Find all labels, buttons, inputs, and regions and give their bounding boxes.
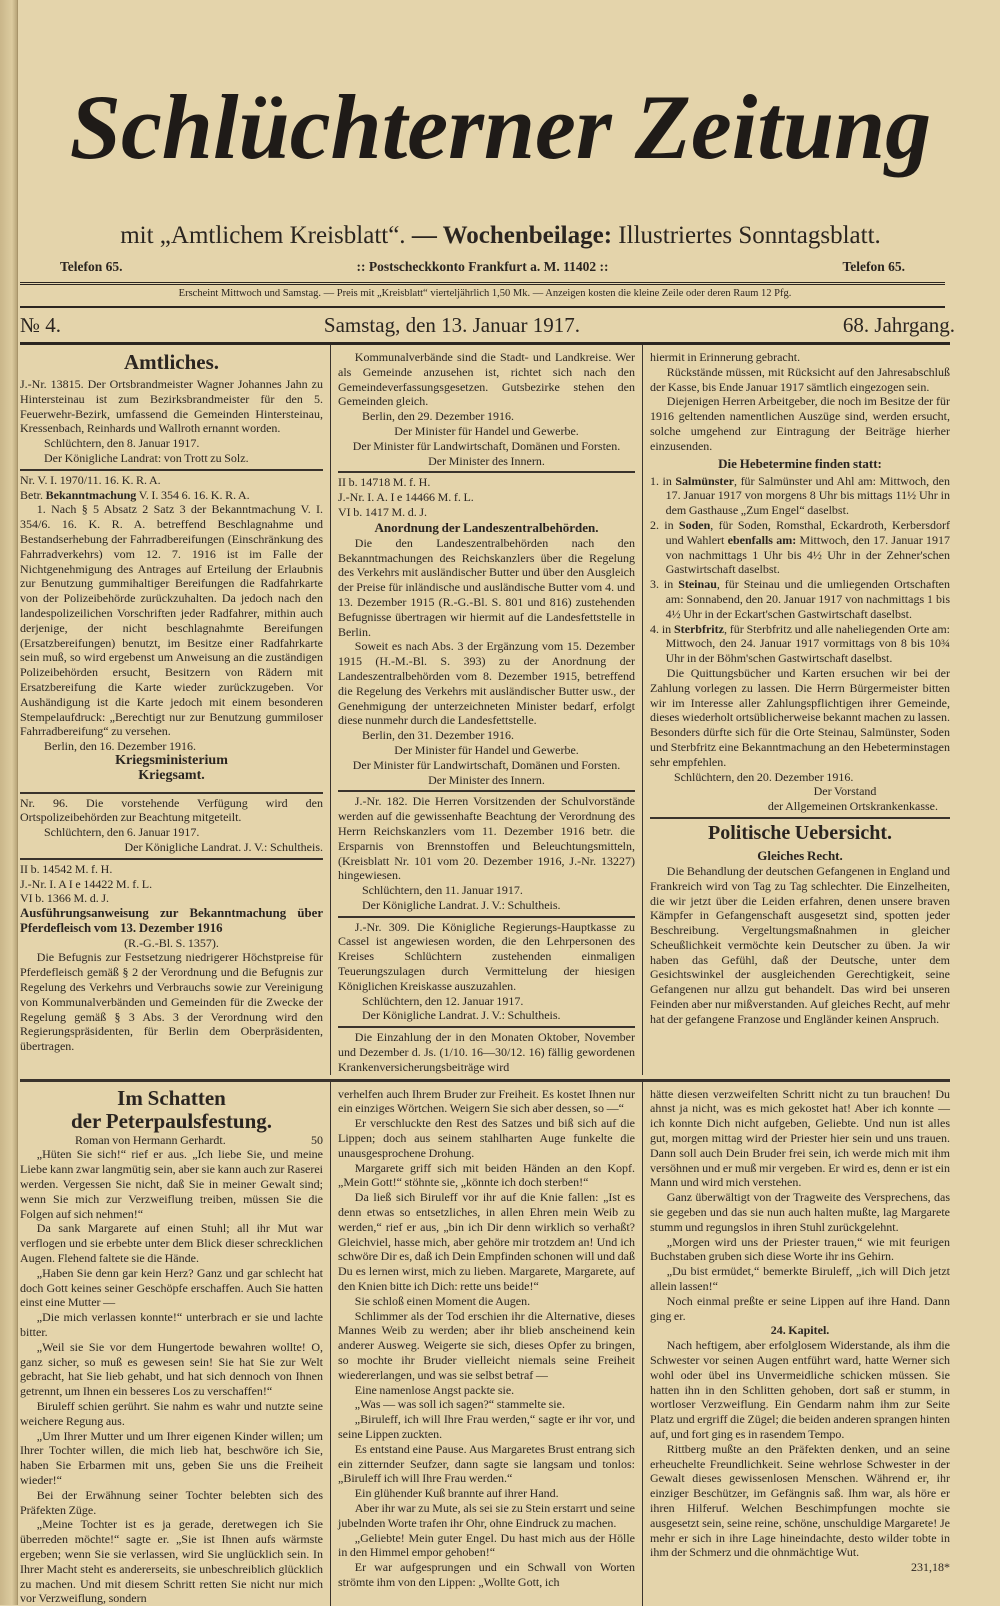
section-heading-amtliches: Amtliches. [123, 350, 220, 374]
notice-krankenkasse-text: Die Einzahlung der in den Monaten Oktober, November und Dezember d. Js. (1/10. 16—30/12. 16) fällig gewordenen Krankenversicherungsbeiträge wird [338, 1030, 635, 1074]
roman-paragraph: Eine namenlose Angst packte sie. [354, 1382, 515, 1397]
hebetermin-item [650, 474, 950, 518]
item-place: Soden [678, 517, 711, 532]
item-text: , für Salmünster und Ahl am: Mittwoch, den 17. Januar 1917 von morgens 8 Uhr bis mittags 11½ Uhr in dem Gasthause „Zum Engel“ daselbst. [665, 473, 950, 518]
notice-title: Anordnung der Landeszentralbehörden. [374, 519, 599, 535]
notice-place-date: Schlüchtern, den 8. Januar 1917. [44, 436, 200, 451]
roman-paragraph: Da ließ sich Biruleff vor ihr auf die Knie fallen: „Ist es denn etwas so entsetzliches, in allen Ehren mein Weib zu werden,“ rief er aus, „bin ich Dir denn wirklich so verhaßt? Gleichviel, hasse mich, aber gehöre mir trotzdem an! Und ich schwöre Dir es, daß ich Dein Empfinden schonen will und daß Du es lernen wirst, mich zu lieben. Margarete, Margarete, auf den Knien bitte ich Dich: rette uns beide!“ [338, 1190, 635, 1294]
roman-paragraph: Sie schloß einen Moment die Augen. [354, 1293, 531, 1308]
roman-code: 231,18* [911, 1560, 950, 1575]
notice-signature: Der Minister für Landwirtschaft, Domänen und Forsten. [352, 757, 621, 772]
roman-paragraph: „Die mich verlassen konnte!“ unterbrach er sie und lachte bitter. [20, 1310, 323, 1340]
item-emphasis: ebenfalls am: [727, 532, 797, 547]
roman-paragraph: Biruleff schien gerührt. Sie nahm es wahr und nutzte seine weichere Regung aus. [20, 1399, 323, 1428]
notice-butter [338, 475, 635, 787]
item-prefix: 4. in [650, 621, 674, 636]
notice-place-date: Schlüchtern, den 6. Januar 1917. [44, 825, 200, 840]
roman-paragraph: Ganz überwältigt von der Tragweite des Versprechens, das sie gegeben und das sie nun auch halten mußte, lag Margarete stumm und regungslos in ihren Stuhl zurückgelehnt. [650, 1190, 950, 1234]
feuilleton-section [20, 1082, 950, 1606]
divider [338, 790, 635, 792]
roman-paragraph: „Biruleff, ich will Ihre Frau werden,“ sagte er ihr vor, und seine Lippen zuckten. [338, 1412, 635, 1441]
newspaper-title: Schlüchterner Zeitung [69, 76, 932, 178]
item-place: Salmünster [675, 473, 735, 488]
notice-place-date: Berlin, den 16. Dezember 1916. [44, 739, 197, 754]
notice-text: Soweit es nach Abs. 3 der Ergänzung vom 15. Dezember 1915 (H.-M.-Bl. S. 393) zu der Anordnung der Landeszentralbehörden vom 8. Dezember 1915, betreffend die Regelung des Verkehrs mit ausländischer Butter usw., der Genehmigung der unterzeichneten Minister bedarf, erfolgt diese nunmehr durch die Landesfettstelle. [338, 639, 635, 728]
notice-reference: VI b. 1417 M. d. J. [338, 504, 428, 519]
roman-chapter-heading: 24. Kapitel. [770, 1323, 830, 1338]
notice-signature: Der Minister für Landwirtschaft, Domänen und Forsten. [352, 438, 621, 453]
roman-paragraph: „Geliebte! Mein guter Engel. Du hast mich aus der Hölle in den Himmel empor gehoben!“ [338, 1530, 635, 1560]
item-text: , für Soden, Romsthal, Eckardroth, Kerbersdorf und Wahlert [665, 517, 950, 547]
item-prefix: 1. in [650, 473, 676, 488]
hebetermin-item [650, 518, 950, 577]
roman-paragraph: Nach heftigem, aber erfolglosem Widerstande, als ihm die Schwester vor seinen Augen entführt ward, hatte Werner sich wohl oder übel ins Unvermeidliche schicken müssen. Sie hatten ihn in den Schlitten gehoben, dort saß er stumm, in wortloser Verzweiflung. Ein Gendarm nahm ihm zur Seite Platz und ergriff die Zügel; die beiden anderen sprangen hinten auf, und fort ging es in rasendem Tempo. [650, 1338, 950, 1441]
notice-text: 1. Nach § 5 Absatz 2 Satz 3 der Bekanntmachung V. I. 354/6. 16. K. R. A. betreffend Beschlagnahme und Bestandserhebung der Fahrradbereifungen (Einschränkung des Fahrradverkehrs) vom 12. 7. 1916 ist im Falle der Nichtgenehmigung des Antrages auf Erteilung der Erlaubnis zur Benutzung gummihaltiger Bereifungen die Radfahrkarte von der Polizeibehörde zurückzuhalten. Da jedoch nach den landespolizeilichen Vorschriften jeder Radfahrer, mithin auch derjenige, der nicht beschlagnahmte Bereifungen (Ersatzbereifungen) benutzt, im Besitze einer Radfahrkarte sein muß, so wird ergebenst um Anweisung an die zuständigen Polizeibehörden ersucht, Besitzern von Rädern mit Ersatzbereifung die Karte wieder zurückzugeben. Vor Aushändigung ist die Karte jedoch mit einem besonderen Stempelaufdruck: „Berechtigt nur zur Benutzung gummiloser Fahrradbereifung“ zu versehen. [20, 502, 323, 739]
notice-place-date: Schlüchtern, den 20. Dezember 1916. [674, 769, 854, 784]
subtitle-wochenbeilage: — Wochenbeilage: [405, 222, 619, 249]
notice-signature: Der Minister für Handel und Gewerbe. [394, 742, 579, 757]
betreff-title: Bekanntmachung [45, 487, 137, 502]
notice-signature: Der Minister des Innern. [428, 772, 545, 787]
notice-reference: J.-Nr. I. A I e 14422 M. f. L. [20, 876, 153, 891]
roman-paragraph: „Du bist ermüdet,“ bemerkte Biruleff, „ich will Dich jetzt allein lassen!“ [650, 1264, 950, 1294]
item-text: Mittwoch, den 17. Januar 1917 von nachmittags 1 Uhr bis 4½ Uhr in der Zehner'schen Gastwirtschaft daselbst. [665, 532, 951, 577]
divider [338, 1026, 635, 1028]
publication-info: Erscheint Mittwoch und Samstag. — Preis mit „Kreisblatt“ vierteljährlich 1,50 Mk. — Anzeigen kosten die kleine Zeile oder deren Raum 12 Pfg. [178, 288, 792, 299]
hebetermine-heading: Die Hebetermine finden statt: [718, 455, 882, 471]
notice-text: J.-Nr. 182. Die Herren Vorsitzenden der Schulvorstände werden auf die gewissenhafte Beachtung der Verordnung des Herrn Reichskanzlers vom 11. Dezember 1916 betr. die Ersparnis von Brennstoffen und Beleuchtungsmitteln, (Kreisblatt Nr. 101 vom 20. Dezember 1916, J.-Nr. 13227) hingewiesen. [338, 794, 635, 883]
item-text: , für Steinau und die umliegenden Ortschaften am: Sonnabend, den 20. Januar 1917 von nachmittags 1 bis 4½ Uhr in der Eckart'schen Gastwirtschaft daselbst. [665, 577, 950, 621]
roman-paragraph: „Haben Sie denn gar kein Herz? Ganz und gar schlecht hat doch Gott keines seiner Geschöpfe erschaffen. Auch Sie hatten einst eine Mutter — [20, 1265, 323, 1310]
roman-author: Roman von Hermann Gerhardt. [75, 1132, 226, 1147]
notice-signature: Kriegsministerium [115, 752, 228, 768]
official-section [20, 345, 950, 1075]
notice-text: hiermit in Erinnerung gebracht. [650, 350, 801, 364]
notice-place-date: Schlüchtern, den 11. Januar 1917. [362, 883, 523, 898]
roman-paragraph: hätte diesen verzweifelten Schritt nicht zu tun brauchen! Du ahnst ja nicht, was es mich gekostet hat! Aber ich konnte — ich konnte Dich nicht aufgeben, Geliebte. Und nun ist alles gut, morgen mittag wird der Priester hier sein und uns trauen. Dann soll auch Dein Bruder frei sein, ich werde mich mit ihm versöhnen und er muß mir vergeben. Er wird es, denn er ist ein Mann und wird mich verstehen. [650, 1086, 950, 1190]
divider [20, 792, 323, 794]
notice-betreff [20, 488, 323, 503]
notice-text: J.-Nr. 309. Die Königliche Regierungs-Hauptkasse zu Cassel ist angewiesen worden, die den Lehrpersonen des Kreises Schlüchtern zustehenden einmaligen Teuerungszulagen durch Vermittelung der hiesigen Königlichen Kreiskasse auszuzahlen. [338, 919, 635, 993]
issue-date: Samstag, den 13. Januar 1917. [323, 313, 580, 337]
page-content [20, 342, 950, 1606]
betreff-reference: V. I. 354 6. 16. K. R. A. [136, 487, 250, 502]
roman-paragraph: „Meine Tochter ist es ja gerade, deretwegen ich Sie überreden möchte!“ sagte er. „Sie ist Ihnen aufs wärmste ergeben; wenn Sie sie verlassen, wird Sie unglücklich sein. In Ihrer Macht steht es andererseits, sie unbeschreiblich glücklich zu machen. Und mit diesem Schritt retten Sie nicht nur mich vor Verzweiflung, sondern [20, 1517, 323, 1606]
notice-signature: Der Königliche Landrat. J. V.: Schultheis. [124, 839, 323, 854]
notice-text: Rückstände müssen, mit Rücksicht auf den Jahresabschluß der Kasse, bis Ende Januar 1917 sämtlich eingezogen sein. [650, 364, 950, 394]
masthead-subtitle [28, 220, 973, 252]
notice-signature: Der Königliche Landrat: von Trott zu Solz. [44, 450, 249, 465]
roman-paragraph: „Weil sie Sie vor dem Hungertode bewahren wollte! O, ganz sicher, so muß es gewesen sein! Sie hat Sie zur Welt gebracht, hat Sie lieb gehabt, und hat sich dennoch von Ihnen getrennt, um Ihnen ein besseres Los zu verschaffen!“ [20, 1339, 323, 1399]
subtitle-sonntagsblatt: Illustriertes Sonntagsblatt. [618, 222, 881, 249]
notice-place-date: Schlüchtern, den 12. Januar 1917. [362, 993, 524, 1008]
notice-signature: der Allgemeinen Ortskrankenkasse. [767, 799, 938, 814]
notice-brandmeister [20, 377, 323, 466]
hebetermin-item [650, 577, 950, 621]
notice-reference: II b. 14542 M. f. H. [20, 861, 113, 876]
notice-fahrrad [20, 473, 323, 784]
notice-place-date: Berlin, den 31. Dezember 1916. [362, 728, 515, 743]
notice-text: Kommunalverbände sind die Stadt- und Landkreise. Wer als Gemeinde anzusehen ist, richtet sich nach den Gemeindeverfassungsgesetzen. Gutsbezirke stehen den Gemeinden gleich. [338, 350, 635, 409]
roman-paragraph: Er war aufgesprungen und ein Schwall von Worten strömte ihm von den Lippen: „Wollte Gott, ich [338, 1560, 635, 1589]
item-prefix: 2. in [650, 517, 679, 532]
divider [338, 916, 635, 918]
divider [20, 469, 323, 471]
roman-column-3 [642, 1082, 950, 1606]
jahrgang: 68. Jahrgang. [842, 313, 955, 337]
roman-paragraph: Ein glühender Kuß brannte auf ihrer Hand. [354, 1486, 559, 1501]
divider [20, 282, 945, 285]
subtitle-kreisblatt: mit „Amtlichem Kreisblatt“. [120, 222, 406, 249]
roman-paragraph: „Um Ihrer Mutter und um Ihrer eigenen Kinder willen; um Ihrer Tochter willen, die mich lieb hat, beschwöre ich Sie, haben Sie Erbarmen mit uns, geben Sie uns die Freiheit wieder!“ [20, 1428, 323, 1487]
notice-signature: Der Königliche Landrat. J. V.: Schultheis. [362, 1008, 561, 1023]
roman-paragraph: Da sank Margarete auf einen Stuhl; all ihr Mut war verflogen und sie erbebte unter dem Blick dieser schrecklichen Augen. Flehend faltete sie die Hände. [20, 1221, 323, 1266]
article-text: Die Behandlung der deutschen Gefangenen in England und Frankreich wird von Tag zu Tag schlechter. Die Einzelheiten, die wir jetzt über die Leiden erfahren, denen unsere braven Kämpfer in Gefangenschaft ausgesetzt sind, spotten jeder Beschreibung. Vergeltungsmaßnahmen in gleicher Scheußlichkeit vermöchte kein Deutscher zu üben. Ja wir haben das Gefühl, daß der Deutsche, unter dem Gesichtswinkel der ausgleichenden Gerechtigkeit, seine Gefangenen nur allzu gut behandelt. Das wird bei unseren Feinden aber nur mißverstanden. Auf gleiches Recht, auf mehr hat der gefangene Franzose und Engländer keinen Anspruch. [650, 863, 950, 1026]
roman-paragraph: Es entstand eine Pause. Aus Margaretes Brust entrang sich ein zitternder Seufzer, dann sagte sie langsam und tonlos: „Biruleff ich will Ihre Frau werden.“ [338, 1441, 635, 1486]
issue-number: № 4. [20, 313, 62, 337]
notice-pferdefleisch [20, 862, 323, 1054]
notice-nr96 [20, 796, 323, 855]
notice-text: Die Quittungsbücher und Karten ersuchen wir bei der Zahlung vorlegen zu lassen. Die Herrn Bürgermeister bitten wir im Interesse aller Zahlungspflichtigen ihrer Gemeinde, dieses wiederholt ortsüblicherweise bekannt machen zu lassen. Besonders dürfte sich für die Orte Steinau, Salmünster, Soden und Sterbfritz eine Bekanntmachung an den Hebeterminstagen sehr empfehlen. [650, 665, 950, 769]
roman-paragraph: Noch einmal preßte er seine Lippen auf ihre Hand. Dann ging er. [650, 1293, 950, 1323]
roman-column-2 [330, 1082, 642, 1606]
telefon-left: Telefon 65. [60, 259, 123, 274]
adjacent-page-fold [0, 0, 18, 1605]
roman-paragraph: „Hüten Sie sich!“ rief er aus. „Ich liebe Sie, und meine Liebe kann zwar langmütig sein, aber sie kann auch zur Raserei werden. Vergessen Sie nicht, daß Sie in meiner Gewalt sind; wenn Sie mich zur Verzweiflung treiben, müssen Sie die Folgen auf sich nehmen!“ [20, 1147, 323, 1221]
roman-title: Im Schatten [117, 1085, 226, 1110]
contact-row [60, 259, 905, 275]
article-headline: Gleiches Recht. [757, 847, 843, 863]
roman-paragraph: „Morgen wird uns der Priester trauen,“ wie mit feurigen Buchstaben gruben sich diese Worte ihr ins Gehirn. [650, 1234, 950, 1264]
notice-reference: VI b. 1366 M. d. J. [20, 891, 110, 906]
roman-paragraph: Margarete griff sich mit beiden Händen an den Kopf. „Mein Gott!“ stöhnte sie, „könnte ich doch sterben!“ [338, 1160, 635, 1190]
section-heading-politik: Politische Uebersicht. [707, 821, 892, 844]
column-2 [330, 345, 642, 1075]
notice-text: Nr. 96. Die vorstehende Verfügung wird den Ortspolizeibehörden zur Beachtung mitgeteilt. [20, 795, 323, 825]
notice-subtitle: (R.-G.-Bl. S. 1357). [124, 935, 219, 950]
notice-text: J.-Nr. 13815. Der Ortsbrandmeister Wagner Johannes Jahn zu Hintersteinau ist zum Bezirksbrandmeister für den 5. Feuerwehr-Bezirk, umfassend die Gemeinden Hintersteinau, Kressenbach, Reinhards und Wallroth ernannt worden. [20, 377, 323, 436]
notice-signature: Der Vorstand [813, 784, 877, 799]
notice-signature: Der Minister des Innern. [428, 453, 545, 468]
notice-reference: II b. 14718 M. f. H. [338, 475, 431, 490]
notice-signature: Der Minister für Handel und Gewerbe. [394, 423, 579, 438]
roman-column-1 [20, 1082, 330, 1606]
roman-paragraph: „Was — was soll ich sagen?“ stammelte sie. [354, 1397, 565, 1412]
notice-title: Ausführungsanweisung zur Bekanntmachung über Pferdefleisch vom 13. Dezember 1916 [20, 906, 323, 935]
notice-reference: Nr. V. I. 1970/11. 16. K. R. A. [20, 472, 161, 487]
roman-paragraph: Rittberg mußte an den Präfekten denken, und an seine erheuchelte Freundlichkeit. Seine wehrlose Schwester in der Gewalt dieses gewissenlosen Menschen. Während er, ihr einziger Beschützer, im Gefängnis saß. Ihm war, als höre er ihren Hilferuf. Welchen Beschimpfungen mochte sie ausgesetzt sein, seine reine, schöne, unschuldige Margarete! Je mehr er sich in ihre Lage hineindachte, desto wilder tobte in ihm der Schmerz und die ohnmächtige Wut. [650, 1441, 950, 1560]
betreff-label: Betr. [20, 487, 46, 502]
issue-line [20, 313, 955, 338]
column-1 [20, 345, 330, 1075]
item-text: , für Sterbfritz und alle naheliegenden Orte am: Mittwoch, den 24. Januar 1917 vormittags von 8 bis 10¾ Uhr in der Böhm'schen Gastwirtschaft daselbst. [665, 621, 950, 666]
item-place: Sterbfritz [673, 621, 724, 636]
roman-paragraph: Bei der Erwähnung seiner Tochter belebten sich des Präfekten Züge. [20, 1487, 323, 1517]
notice-signature: Der Königliche Landrat. J. V.: Schultheis. [362, 897, 561, 912]
notice-text: Diejenigen Herren Arbeitgeber, die noch im Besitze der für 1916 geltenden namentlichen Auszüge sind, werden ersucht, solche umgehend zur Eintragung der Beiträge hierher einzusenden. [650, 394, 950, 453]
item-prefix: 3. in [650, 577, 679, 592]
divider [338, 471, 635, 473]
column-3 [642, 345, 950, 1075]
hebetermin-item [650, 622, 950, 666]
notice-text: Die Befugnis zur Festsetzung niedrigerer Höchstpreise für Pferdefleisch gemäß § 2 der Verordnung und die Befugnis zur Regelung des Verkehrs und Verbrauchs sowie zur Vereinigung von Kommunalverbänden und Gemeinden für die Zwecke der Regelung gemäß § 3 Abs. 3 der Verordnung wird den Regierungspräsidenten, für Berlin dem Oberpräsidenten, übertragen. [20, 950, 323, 1054]
postscheck: :: Postscheckkonto Frankfurt a. M. 11402 :: [356, 259, 609, 274]
notice-reference: J.-Nr. I. A. I e 14466 M. f. L. [338, 490, 474, 505]
notice-schulvorstaende [338, 794, 635, 912]
notice-text: Die den Landeszentralbehörden nach den Bekanntmachungen des Reichskanzlers über die Regelung des Verkehrs mit ausländischer Butter und über den Ausgleich der Preise für inländische und ausländische Butter vom 4. und 13. Dezember 1915 (R.-G.-Bl. S. 801 und 816) zustehenden Befugnisse übertragen wir hiermit auf die Landesfettstelle in Berlin. [338, 535, 635, 639]
roman-paragraph: Aber ihr war zu Mute, als sei sie zu Stein erstarrt und seine jubelnden Worte trafen ihr Ohr, ohne Eindruck zu machen. [338, 1500, 635, 1530]
roman-episode-number: 50 [311, 1132, 323, 1147]
roman-title: der Peterpaulsfestung. [70, 1108, 273, 1133]
telefon-right: Telefon 65. [842, 259, 905, 274]
roman-paragraph: Er verschluckte den Rest des Satzes und biß sich auf die Lippen; doch aus seinem stahlharten Auge funkelte die unausgesprochene Drohung. [338, 1116, 635, 1160]
divider [650, 817, 950, 819]
politik-section [650, 821, 950, 1027]
divider [20, 306, 945, 308]
roman-byline [20, 1133, 323, 1148]
divider [20, 858, 323, 860]
notice-signature: Kriegsamt. [138, 767, 205, 783]
notice-place-date: Berlin, den 29. Dezember 1916. [362, 409, 515, 424]
notice-krankenkasse [650, 350, 950, 814]
item-place: Steinau [678, 577, 717, 592]
notice-teuerungszulagen [338, 920, 635, 1024]
roman-paragraph: verhelfen auch Ihrem Bruder zur Freiheit. Es kostet Ihnen nur ein einziges Wörtchen. Weigern Sie sich aber dessen, so —“ [338, 1086, 635, 1116]
roman-paragraph: Schlimmer als der Tod erschien ihr die Alternative, dieses Mannes Weib zu werden; aber ihr blieb anscheinend kein anderer Ausweg. Weigerte sie sich, dieses Opfer zu bringen, so mochte ihr Bruder vielleicht niemals seine Freiheit wiedererlangen, und was sie selbst betraf — [338, 1308, 635, 1382]
